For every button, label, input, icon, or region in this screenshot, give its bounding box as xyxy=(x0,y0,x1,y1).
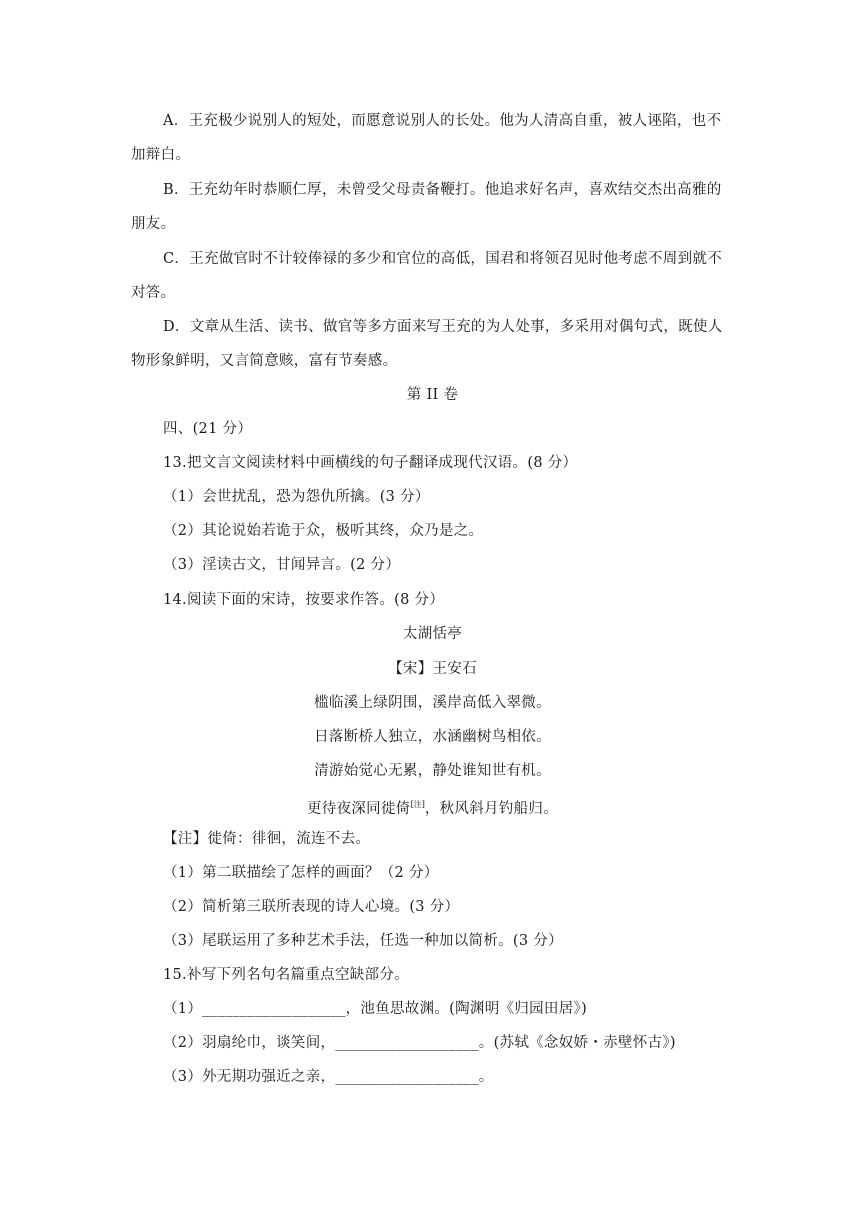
option-d-line1: D．文章从生活、读书、做官等多方面来写王充的为人处事，多采用对偶句式，既使人 xyxy=(163,319,723,335)
q13-item-1: （1）会世扰乱，恐为怨仇所擒。(3 分） xyxy=(163,489,430,505)
q13-stem: 13.把文言文阅读材料中画横线的句子翻译成现代汉语。(8 分） xyxy=(163,455,578,471)
option-c-line1: C．王充做官时不计较俸禄的多少和官位的高低，国君和将领召见时他考虑不周到就不 xyxy=(163,251,722,267)
q15-item-2: （2）羽扇纶巾，谈笑间，___________________。(苏轼《念奴娇・赤壁怀古》) xyxy=(163,1035,676,1051)
q14-item-3: （3）尾联运用了多种艺术手法，任选一种加以简析。(3 分） xyxy=(163,933,563,949)
poem-line-1: 槛临溪上绿阴围，溪岸高低入翠微。 xyxy=(314,695,551,711)
option-b-line2: 朋友。 xyxy=(131,216,176,232)
poem-line-2: 日落断桥人独立，水涵幽树鸟相依。 xyxy=(314,729,551,745)
section-title: 第 II 卷 xyxy=(406,387,459,403)
part-heading: 四、(21 分） xyxy=(163,421,253,437)
q15-item-1: （1）___________________，池鱼思故渊。(陶渊明《归园田居》) xyxy=(163,1001,588,1017)
poem-footnote-marker: [注] xyxy=(410,800,425,809)
option-c-line2: 对答。 xyxy=(131,285,176,301)
q14-item-2: （2）简析第三联所表现的诗人心境。(3 分） xyxy=(163,899,460,915)
option-a-line2: 加辩白。 xyxy=(131,147,191,163)
q15-stem: 15.补写下列名句名篇重点空缺部分。 xyxy=(163,967,409,983)
q14-item-1: （1）第二联描绘了怎样的画面？（2 分） xyxy=(163,865,439,881)
q15-item-3: （3）外无期功强近之亲，___________________。 xyxy=(163,1069,494,1085)
poem-line-4 xyxy=(0,795,865,819)
q13-item-3: （3）淫读古文，甘闻异言。(2 分） xyxy=(163,557,401,573)
poem-author: 【宋】王安石 xyxy=(388,661,477,677)
poem-line-4-part2: ，秋风斜月钓船归。 xyxy=(424,801,559,817)
poem-line-3: 清游始觉心无累，静处谁知世有机。 xyxy=(314,763,551,779)
poem-title: 太湖恬亭 xyxy=(402,626,463,642)
option-b-line1: B．王充幼年时恭顺仁厚，未曾受父母责备鞭打。他追求好名声，喜欢结交杰出高雅的 xyxy=(163,182,722,198)
poem-line-4-part1: 更待夜深同徙倚 xyxy=(306,801,411,817)
poem-note: 【注】徙倚：徘徊，流连不去。 xyxy=(163,831,371,847)
q13-item-2: （2）其论说始若诡于众，极听其终，众乃是之。 xyxy=(163,523,484,539)
option-d-line2: 物形象鲜明，又言简意赅，富有节奏感。 xyxy=(131,353,398,369)
option-a-line1: A．王充极少说别人的短处，而愿意说别人的长处。他为人清高自重，被人诬陷，也不 xyxy=(163,113,722,129)
q14-stem: 14.阅读下面的宋诗，按要求作答。(8 分） xyxy=(163,592,445,608)
